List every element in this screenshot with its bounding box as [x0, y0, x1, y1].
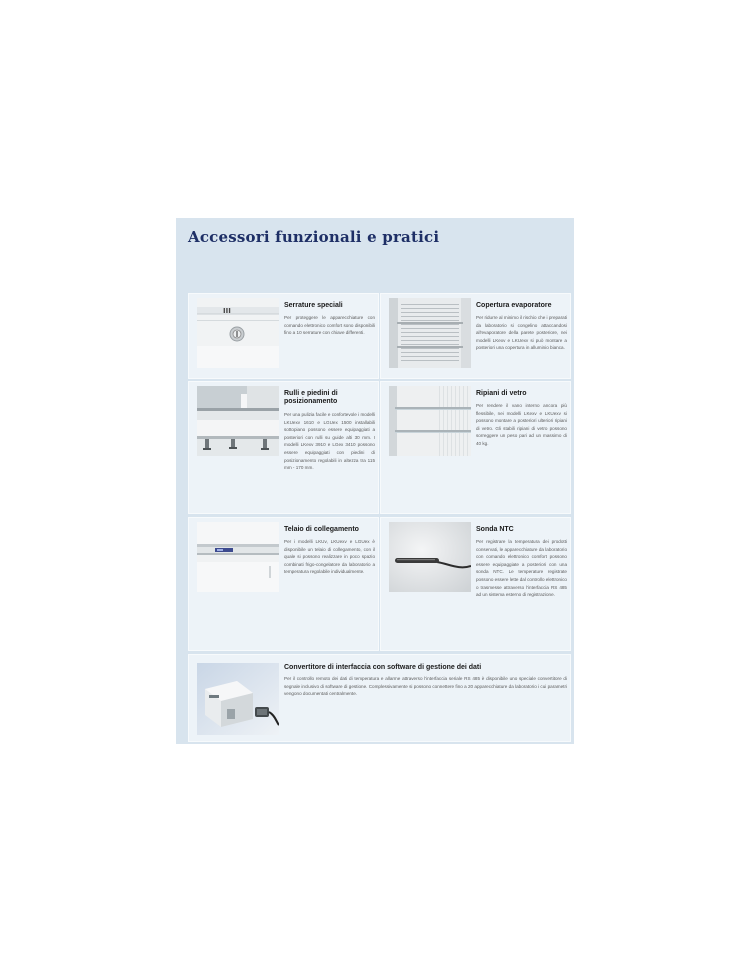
section-title: Accessori funzionali e pratici	[188, 228, 440, 246]
rulli-text: Per una pulizia facile e confortevole i modelli LKUexv 1610 e LGUex 1500 installabili sottopiano possono essere equipaggiati a posteriori con rulli su guide alti 30 mm. I modelli LKexv 3910 e LGex 3410 possono essere equipaggiati con piedini di posizionamento regolabili in altezza tra 115 mm - 170 mm.	[284, 412, 375, 471]
accessory-card-telaio	[188, 517, 379, 651]
convertitore-title: Convertitore di interfaccia con software di gestione dei dati	[284, 664, 482, 671]
interface-converter-photo-icon	[197, 663, 279, 735]
accessory-card-serrature	[188, 293, 379, 379]
evaporator-cover-photo-icon	[389, 298, 471, 368]
serrature-title: Serrature speciali	[284, 302, 343, 309]
convertitore-text: Per il controllo remoto dei dati di temperatura e allarme attraverso l'interfaccia seriale RS 485 è disponibile uno speciale convertitore di segnale inclusivo di software di gestione. Complessivamente si possono connettere fino a 20 apparecchiature da laboratorio i cui parametri vengono documentati centralmente.	[284, 676, 567, 697]
accessories-panel	[176, 218, 574, 744]
glass-shelves-photo-icon	[389, 386, 471, 456]
serrature-text: Per proteggere le apparecchiature con comando elettronico comfort sono disponibili fino a 10 serrature con chiave differenti.	[284, 315, 375, 336]
sonda-text: Per registrare la temperatura dei prodotti conservati, le apparecchiature da laboratorio con comando elettronico comfort possono essere equipaggiate a posteriori con una sonda NTC. Le temperature registrate possono essere lette dal controllo elettronico o trasmesse attraverso l'interfaccia RS 485 ad un sistema esterno di registrazione.	[476, 539, 567, 598]
sonda-title: Sonda NTC	[476, 526, 514, 533]
svg-text:III: III	[223, 307, 231, 315]
telaio-title: Telaio di collegamento	[284, 526, 359, 533]
ripiani-title: Ripiani di vetro	[476, 390, 527, 397]
copertura-text: Per ridurre al minimo il rischio che i preparati da laboratorio si congelino attaccandosi all'evaporatore della parete posteriore, nei modelli LKexv e LKUexv si può montare a posteriori una copertura in alluminio bianca.	[476, 315, 567, 351]
casters-feet-photo-icon	[197, 386, 279, 456]
ripiani-text: Per rendere il vano interno ancora più flessibile, nei modelli LKexv e LKUexv si possono montare a posteriori ulteriori ripiani di vetro. Gli stabili ripiani di vetro possono sorreggere un peso pari ad un massimo di 40 kg.	[476, 403, 567, 446]
rulli-title: Rulli e piedini di posizionamento	[284, 390, 338, 405]
accessory-card-convertitore	[188, 654, 571, 742]
connecting-frame-photo-icon	[197, 522, 279, 592]
accessory-card-ripiani	[380, 381, 571, 514]
lock-photo-icon	[197, 298, 279, 368]
accessory-card-copertura	[380, 293, 571, 379]
copertura-title: Copertura evaporatore	[476, 302, 552, 309]
accessory-card-rulli	[188, 381, 379, 514]
ntc-probe-photo-icon	[389, 522, 471, 592]
accessory-card-sonda	[380, 517, 571, 651]
telaio-text: Per i modelli LKUv, LKUexv e LGUex è disponibile un telaio di collegamento, con il quale si possono realizzare in poco spazio combinati frigo-congelatore da laboratorio a temperatura regolabile individualmente.	[284, 539, 375, 575]
